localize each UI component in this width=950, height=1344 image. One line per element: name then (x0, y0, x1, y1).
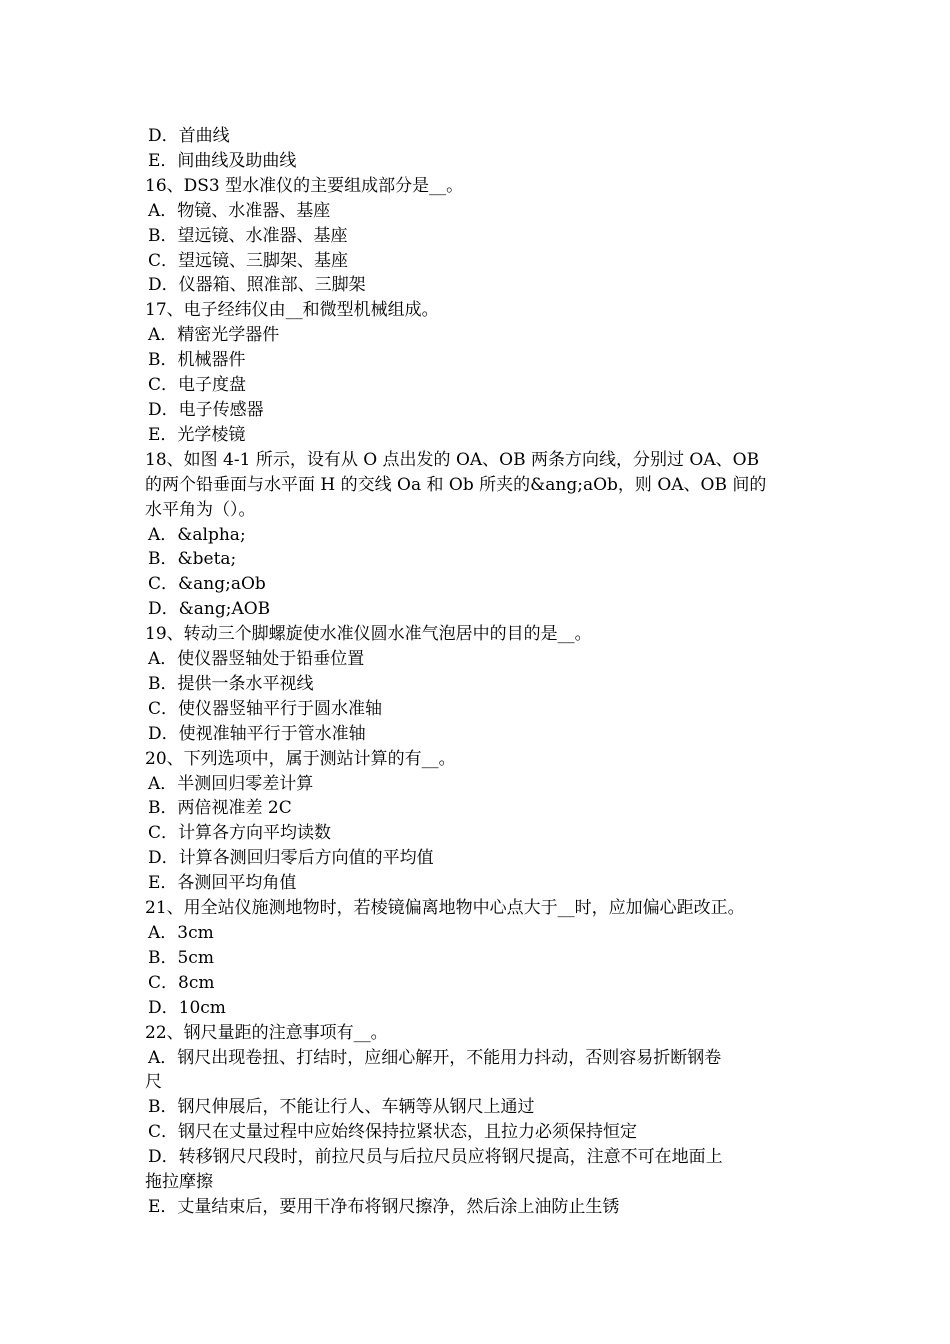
answer-option: D．使视准轴平行于管水准轴 (148, 723, 366, 744)
question-text: 16、DS3 型水准仪的主要组成部分是__。 (145, 175, 464, 196)
answer-option: A．精密光学器件 (148, 325, 280, 346)
answer-option: C．使仪器竖轴平行于圆水准轴 (148, 698, 383, 719)
answer-option: B．两倍视准差 2C (148, 798, 292, 819)
question-text: 18、如图 4-1 所示，设有从 O 点出发的 OA、OB 两条方向线，分别过 OA、OB (145, 449, 760, 470)
answer-option: D．首曲线 (148, 126, 230, 146)
answer-option: B．提供一条水平视线 (148, 673, 314, 694)
question-text: 拖拉摩擦 (145, 1172, 213, 1193)
answer-option: D．电子传感器 (148, 399, 264, 420)
answer-option: D．&ang;AOB (148, 599, 271, 620)
answer-option: A．&alpha; (148, 524, 246, 545)
question-text: 20、下列选项中，属于测站计算的有__。 (145, 748, 456, 769)
question-text: 21、用全站仪施测地物时，若棱镜偏离地物中心点大于__时，应加偏心距改正。 (145, 898, 745, 919)
answer-option: B．望远镜、水准器、基座 (148, 225, 348, 246)
answer-option: A．使仪器竖轴处于铅垂位置 (148, 649, 365, 670)
question-list (145, 124, 810, 1220)
answer-option: E．光学棱镜 (148, 424, 246, 445)
answer-option: D．计算各测回归零后方向值的平均值 (148, 848, 434, 869)
answer-option: C．电子度盘 (148, 375, 247, 396)
answer-option: C．8cm (148, 972, 215, 993)
answer-option: D．仪器箱、照准部、三脚架 (148, 275, 366, 296)
answer-option: E．各测回平均角值 (148, 873, 297, 894)
answer-option: C．钢尺在丈量过程中应始终保持拉紧状态，且拉力必须保持恒定 (148, 1122, 638, 1143)
answer-option: E．丈量结束后，要用干净布将钢尺擦净，然后涂上油防止生锈 (148, 1196, 620, 1217)
answer-option: D．转移钢尺尺段时，前拉尺员与后拉尺员应将钢尺提高，注意不可在地面上 (148, 1147, 723, 1168)
answer-option: C．&ang;aOb (148, 574, 266, 595)
answer-option: A．物镜、水准器、基座 (148, 200, 331, 221)
answer-option: B．5cm (148, 947, 214, 968)
question-text: 的两个铅垂面与水平面 H 的交线 Oa 和 Ob 所夹的&ang;aOb，则 OA、OB 间的 (145, 474, 767, 495)
answer-option: C．望远镜、三脚架、基座 (148, 250, 349, 271)
answer-option: A．3cm (148, 923, 214, 943)
answer-option: B．&beta; (148, 549, 237, 570)
answer-option: A．钢尺出现卷扭、打结时，应细心解开，不能用力抖动，否则容易折断钢卷 (148, 1047, 722, 1068)
answer-option: E．间曲线及助曲线 (148, 150, 297, 171)
question-text: 水平角为（）。 (145, 499, 256, 520)
question-text: 尺 (145, 1072, 162, 1093)
question-text: 19、转动三个脚螺旋使水准仪圆水准气泡居中的目的是__。 (145, 624, 592, 645)
answer-option: A．半测回归零差计算 (148, 773, 314, 794)
answer-option: C．计算各方向平均读数 (148, 823, 332, 844)
question-text: 22、钢尺量距的注意事项有__。 (145, 1022, 388, 1043)
answer-option: B．钢尺伸展后，不能让行人、车辆等从钢尺上通过 (148, 1097, 535, 1118)
question-text: 17、电子经纬仪由__和微型机械组成。 (145, 300, 439, 321)
answer-option: D．10cm (148, 997, 226, 1018)
answer-option: B．机械器件 (148, 350, 246, 371)
